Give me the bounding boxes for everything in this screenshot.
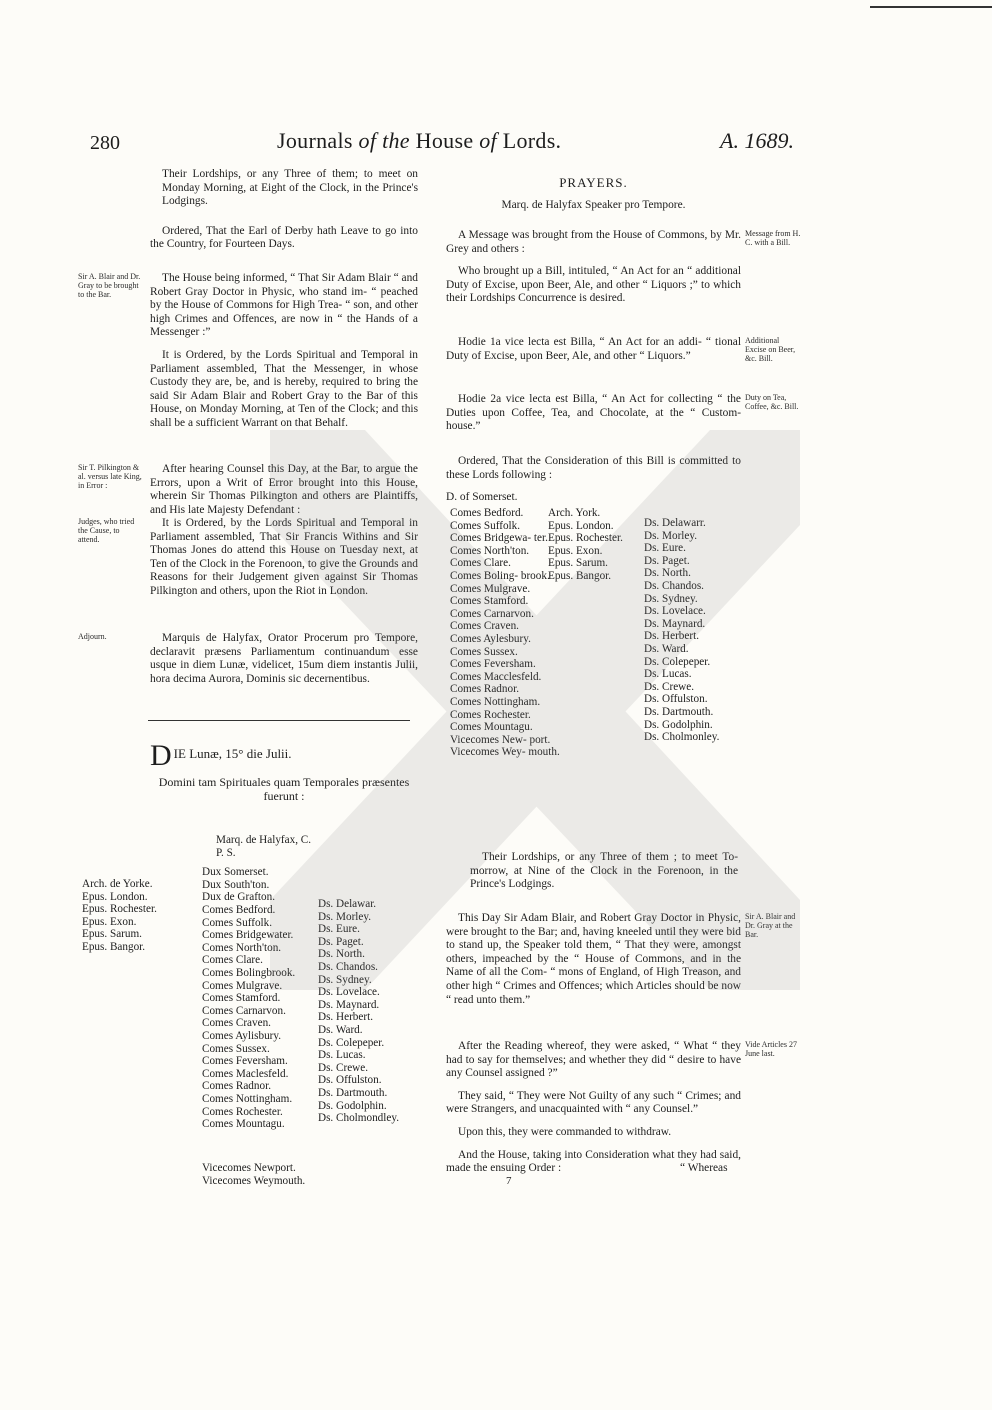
name-entry: Ds. Colepeper. [318,1036,385,1049]
paragraph: Hodie 2a vice lecta est Billa, “ An Act for collecting “ the Duties upon Coffee, Tea, and Chocolate, at the “ Custom-house.” [446,393,741,433]
right-column-committee [446,455,741,514]
name-entry: Vicecomes Newport. [202,1162,296,1174]
paragraph: Marquis de Halyfax, Orator Procerum pro Tempore, declaravit præsens Parliamentum continuandum esse usque in diem Lunæ, videlicet, 15um diem instantis Julii, hora decima Aurora, Dominis sic decernentibus. [150,632,418,685]
paragraph: They said, “ They were Not Guilty of any such “ Crimes; and were Strangers, and unacquainted with “ any Counsel.” [446,1089,741,1116]
name-entry: Ds. Eure. [318,923,360,936]
name-entry: Comes North'ton. [450,544,530,557]
name-entry: Epus. Sarum. [548,557,608,570]
name-entry: Comes Suffolk. [450,519,521,532]
name-entry: Comes Radnor. [202,1080,271,1093]
name-entry: Ds. Lovelace. [318,986,380,999]
name-entry: Ds. Morley. [644,529,698,542]
name-entry: Epus. Bangor. [82,940,146,953]
margin-note: Duty on Tea, Coffee, &c. Bill. [745,393,799,411]
name-entry: Ds. Chandos. [644,579,704,592]
name-entry: Comes Sussex. [450,645,518,658]
name-entry: Comes Stamford. [450,595,529,608]
name-entry: Ds. Colepeper. [644,655,711,668]
right-column-top [446,176,741,221]
prayers-heading: PRAYERS. [559,175,628,190]
top-rule [870,6,992,8]
name-entry: Comes Bridgewa- ter. [450,532,548,545]
margin-note: Message from H. C. with a Bill. [745,229,801,247]
name-entry: Ds. Lucas. [318,1049,366,1062]
name-entry: Ds. Offulston. [318,1074,382,1087]
name-entry: Ds. Morley. [318,910,372,923]
paragraph: A Message was brought from the House of Commons, by Mr. Grey and others : [446,229,741,255]
name-entry: Comes Stamford. [202,992,281,1005]
paragraph: After hearing Counsel this Day, at the Bar, to argue the Errors, upon a Writ of Error brought into this House, wherein Sir Thomas Pilkington and others are Plaintiffs, and His late Majesty Defendant : [150,463,418,516]
name-entry: Ds. Dartmouth. [318,1086,388,1099]
name-entry: Ds. Dartmouth. [644,705,714,718]
committee-bishops-list [548,507,623,583]
earls-list [202,904,295,1131]
name-entry: Comes Sussex. [202,1042,270,1055]
name-entry: Vicecomes New- port. [450,733,551,746]
margin-note: Adjourn. [78,632,107,641]
name-entry: Epus. Bangor. [548,569,612,582]
name-entry: Comes Mountagu. [202,1118,285,1131]
right-column-message [446,229,741,315]
name-entry: Ds. Herbert. [644,630,699,643]
committee-earls-list [450,507,560,759]
name-entry: Ds. Delawarr. [644,517,706,529]
signature-mark: 7 [506,1175,512,1187]
name-entry: Ds. Chandos. [318,960,378,973]
name-entry: Ds. Eure. [644,542,686,555]
right-column-bar [446,912,741,1016]
name-entry: Comes Nottingham. [202,1092,293,1105]
name-entry: Comes Craven. [202,1017,271,1030]
name-entry: Comes Carnarvon. [450,607,534,620]
name-entry: Epus. Sarum. [82,928,142,941]
journal-title: Journals of the House of Lords. [277,128,562,153]
viscounts-list [202,1162,305,1187]
name-entry: Ds. Crewe. [318,1061,369,1074]
name-entry: Vicecomes Weymouth. [202,1174,306,1187]
speaker-entry: Marq. de Halyfax, C. P. S. [216,834,312,859]
name-entry: Ds. Lucas. [644,668,692,681]
name-entry: Comes Mulgrave. [202,979,283,992]
journal-year: A. 1689. [720,128,794,153]
name-entry: Epus. Exon. [548,544,603,557]
left-column-body [150,272,418,440]
name-entry: Comes Aylisbury. [202,1029,282,1042]
paragraph: Hodie 1a vice lecta est Billa, “ An Act for an addi- “ tional Duty of Excise, upon Beer, Ale, and other “ Liquors.” [446,336,741,362]
name-entry: Ds. Maynard. [644,617,706,630]
paragraph: Their Lordships, or any Three of them; to meet on Monday Morning, at Eight of the Clock, in the Prince's Lodgings. [162,168,418,208]
margin-note: Additional Excise on Beer, &c. Bill. [745,336,796,363]
committee-barons-list [644,517,719,744]
left-column-adjourn [150,632,418,695]
name-entry: Ds. Cholmondley. [318,1112,400,1125]
name-entry: Epus. Rochester. [82,903,157,916]
name-entry: Comes Clare. [202,954,263,967]
name-entry: Ds. Cholmonley. [644,731,720,744]
name-entry: Arch. York. [548,507,601,519]
name-entry: Comes Suffolk. [202,916,273,929]
name-entry: Ds. Crewe. [644,680,695,693]
margin-note: Sir T. Pilkington & al. versus late King, in Error : [78,463,142,490]
paragraph: After the Reading whereof, they were asked, “ What “ they had to say for themselves; and whether they did “ desire to have any Counsel assigned ?” [446,1040,741,1080]
right-column-meeting [470,851,738,901]
paragraph: Ordered, That the Consideration of this Bill is committed to these Lords following : [446,455,741,481]
name-entry: Comes Macclesfeld. [450,670,542,683]
name-entry: Comes Mountagu. [450,721,533,734]
name-entry: Comes Rochester. [450,708,531,721]
name-entry: Ds. Sydney. [644,592,698,605]
paragraph: It is Ordered, by the Lords Spiritual and Temporal in Parliament assembled, That the Messenger, in whose Custody they are, be, and is hereby, required to bring the said Sir Adam Blair and Robert Gray to the Bar of this House, on Monday Morning, at Ten of the Clock; and this shall be a sufficient Warrant on that Behalf. [150,348,418,429]
name-entry: Ds. North. [644,567,691,580]
name-entry: Comes Boling- brook. [450,569,550,582]
paragraph: Upon this, they were commanded to withdraw. [458,1125,672,1138]
paragraph: Ordered, That the Earl of Derby hath Leave to go into the Country, for Fourteen Days. [150,224,418,251]
margin-note: Sir A. Blair and Dr. Gray to be brought to the Bar. [78,272,141,299]
name-entry: Epus. London. [82,890,148,903]
name-entry: Ds. Paget. [318,935,364,948]
name-entry: Comes Craven. [450,620,519,633]
name-entry: Dux de Grafton. [202,891,276,904]
margin-note: Sir A. Blair and Dr. Gray at the Bar. [745,912,796,939]
sitting-date: IE Lunæ, 15° die Julii. [173,746,292,761]
paragraph: This Day Sir Adam Blair, and Robert Gray Doctor in Physic, were brought to the Bar; and, having kneeled until they were bid to stand up, the Speaker told them, “ That they were, amongst others, impeached by the “ House of Commons, and in the Name of all the Com- “ mons of England, of High Treason, and other high “ Crimes and Offences; which Articles should be now “ read unto them.” [446,912,741,1006]
name-entry: Ds. Sydney. [318,973,372,986]
attendance-heading: Domini tam Spirituales quam Temporales præsentes fuerunt : [158,775,410,803]
name-entry: Comes Feversham. [450,658,536,671]
name-entry: Dux South'ton. [202,878,270,891]
name-entry: Comes Clare. [450,557,511,570]
name-entry: Epus. London. [548,519,614,532]
name-entry: Comes Bedford. [202,904,276,916]
left-column-judges [150,517,418,608]
section-rule [148,720,410,721]
name-entry: Ds. Paget. [644,554,690,567]
name-entry: Comes Bolingbrook. [202,966,296,979]
name-entry: Comes Rochester. [202,1105,283,1118]
bishops-list [82,878,157,954]
name-entry: Arch. de Yorke. [82,878,153,890]
paragraph: And the House, taking into Consideration what they had said, made the ensuing Order : [446,1148,741,1175]
name-entry: Ds. Godolphin. [318,1099,387,1112]
running-header [90,128,810,162]
dukes-list [202,866,275,904]
paragraph: Who brought up a Bill, intituled, “ An Act for an “ additional Duty of Excise, upon Beer, Ale, and other “ Liquors ;” to which their Lordships Concurrence is desired. [446,265,741,305]
name-entry: Ds. Lovelace. [644,605,706,618]
name-entry: Epus. Exon. [82,915,137,928]
name-entry: Comes Radnor. [450,683,519,696]
name-entry: Comes North'ton. [202,941,282,954]
name-entry: Ds. Delawar. [318,898,377,910]
name-entry: Vicecomes Wey- mouth. [450,746,560,759]
name-entry: Ds. North. [318,948,365,961]
margin-note: Vide Articles 27 June last. [745,1040,797,1058]
name-entry: Epus. Rochester. [548,532,623,545]
name-entry: Comes Feversham. [202,1055,288,1068]
name-entry: Ds. Maynard. [318,998,380,1011]
sitting-heading [150,739,418,812]
speaker-line: Marq. de Halyfax Speaker pro Tempore. [501,198,686,211]
name-entry: Comes Aylesbury. [450,632,531,645]
name-entry: Comes Mulgrave. [450,582,531,595]
name-entry: Comes Nottingham. [450,695,541,708]
left-column-top [150,168,418,261]
catchword: “ Whereas [680,1162,728,1174]
paragraph: Their Lordships, or any Three of them ; to meet To-morrow, at Nine of the Clock in the Forenoon, in the Prince's Lodgings. [470,851,738,891]
name-entry: Ds. Ward. [318,1023,363,1036]
name-entry: Comes Maclesfeld. [202,1067,289,1080]
name-entry: Ds. Godolphin. [644,718,713,731]
page-number: 280 [90,132,120,154]
right-column-second-reading [446,393,741,443]
name-entry: Ds. Ward. [644,642,689,655]
barons-list [318,898,399,1125]
committee-duke: D. of Somerset. [446,491,518,504]
margin-note: Judges, who tried the Cause, to attend. [78,517,135,544]
paragraph: It is Ordered, by the Lords Spiritual and Temporal in Parliament assembled, That Sir Francis Withins and Sir Thomas Jones do attend this House on Tuesday next, at Ten of the Clock in the Forenoon, to give the Grounds and Reasons for their Judgement given against Sir Thomas Pilkington and others, upon the Riot in London. [150,517,418,597]
name-entry: Comes Bridgewater. [202,929,294,942]
name-entry: Comes Carnarvon. [202,1004,286,1017]
name-entry: Ds. Herbert. [318,1011,373,1024]
drop-capital: D [150,739,172,772]
name-entry: Ds. Offulston. [644,693,708,706]
paragraph: The House being informed, “ That Sir Adam Blair “ and Robert Gray Doctor in Physic, who stand im- “ peached by the House of Commons for High Trea- “ son, and other high Crimes and Offences, are now in “ the Hands of a Messenger :” [150,272,418,339]
name-entry: Comes Bedford. [450,507,524,519]
right-column-first-reading [446,336,741,372]
name-entry: Dux Somerset. [202,866,269,878]
